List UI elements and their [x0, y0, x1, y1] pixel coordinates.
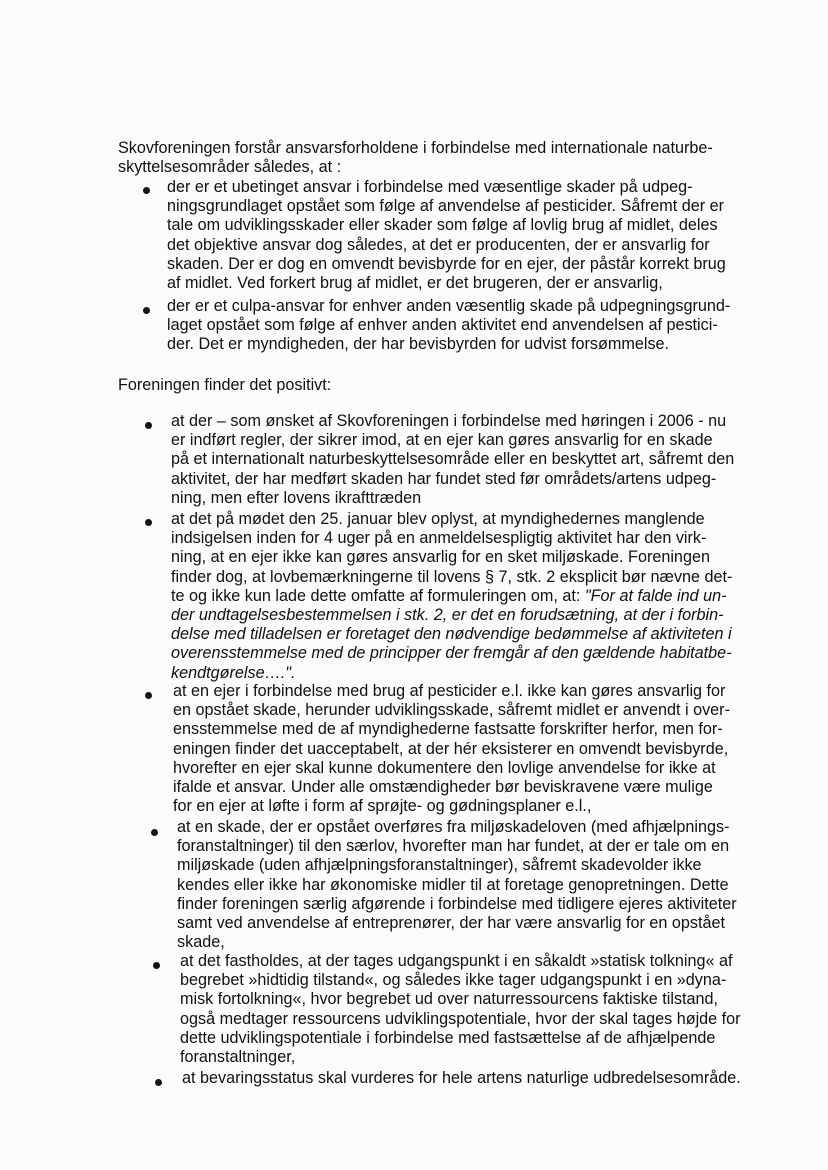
list-item-line: ensstemmelse med de af myndighederne fastsatte forskrifter herfor, men for- — [173, 720, 723, 739]
bullet-icon — [145, 692, 152, 699]
list-item-line: laget opstået som følge af enhver anden aktivitet end anvendelsen af pestici- — [167, 316, 718, 335]
list-item-line: dette udviklingspotentiale i forbindelse med fastsættelse af de afhjælpende — [180, 1028, 716, 1047]
positive-heading: Foreningen finder det positivt: — [118, 376, 332, 394]
list-item-line: er indført regler, der sikrer imod, at en ejer kan gøres ansvarlig for en skade — [171, 431, 713, 450]
list-item-line: aktivitet, der har medført skaden har fundet sted før områdets/artens udpeg- — [171, 469, 717, 488]
list-item-line: kendes eller ikke har økonomiske midler til at foretage genopretningen. Dette — [177, 875, 729, 894]
list-item-line: at det fastholdes, at der tages udgangspunkt i en såkaldt »statisk tolkning« af — [180, 952, 733, 970]
list-item-line: der er et ubetinget ansvar i forbindelse med væsentlige skader på udpeg- — [167, 178, 693, 196]
list-item-line: ifalde et ansvar. Under alle omstændigheder bør beviskravene være mulige — [173, 778, 713, 797]
list-item-line: foranstaltninger) til den særlov, hvorefter man har fundet, at der er tale om en — [177, 837, 730, 856]
bullet-icon — [143, 307, 150, 314]
list-item-line: at bevaringsstatus skal vurderes for hele artens naturlige udbredelsesområde. — [182, 1069, 741, 1087]
list-item-line: foranstaltninger, — [180, 1048, 296, 1067]
list-item-line: misk fortolkning«, hvor begrebet ud over naturressourcens faktiske tilstand, — [180, 990, 719, 1009]
quote-line: overensstemmelse med de principper der fremgår af den gældende habitatbe- — [171, 644, 732, 663]
quote-line: der undtagelsesbestemmelsen i stk. 2, er det en forudsætning, at der i forbin- — [171, 606, 724, 625]
list-item-line: at en ejer i forbindelse med brug af pesticider e.l. ikke kan gøres ansvarlig for — [173, 682, 726, 700]
list-item-line: ning, men efter lovens ikrafttræden — [171, 488, 422, 507]
bullet-icon — [145, 519, 152, 526]
list-item-line: samt ved anvendelse af entreprenører, der har være ansvarlig for en opstået — [177, 914, 725, 933]
bullet-icon — [145, 422, 152, 429]
list-item-line — [171, 587, 732, 606]
quote-text: "For at falde ind un- — [584, 586, 727, 605]
list-item-line: hvorefter en ejer skal kunne dokumentere den lovlige anvendelse for ikke at — [173, 758, 716, 777]
list-item-line: at det på mødet den 25. januar blev oplyst, at myndighedernes manglende — [171, 510, 705, 528]
list-item-line: at en skade, der er opstået overføres fra miljøskadeloven (med afhjælpnings- — [177, 818, 730, 836]
list-item-line: finder foreningen særlig afgørende i forbindelse med tidligere ejeres aktiviteter — [177, 894, 737, 913]
intro-line: skyttelsesområder således, at : — [118, 158, 342, 177]
list-item-line: begrebet »hidtidig tilstand«, og således ikke tager udgangspunkt i en »dyna- — [180, 971, 727, 990]
intro-line: Skovforeningen forstår ansvarsforholdene i forbindelse med internationale naturbe- — [118, 139, 713, 157]
list-item-line: det objektive ansvar dog således, at det er producenten, der er ansvarlig for — [167, 235, 710, 254]
bullet-icon — [153, 962, 160, 969]
list-item-line: ning, at en ejer ikke kan gøres ansvarlig for en sket miljøskade. Foreningen — [171, 548, 710, 567]
list-item-line: også medtager ressourcens udviklingspotentiale, hvor der skal tages højde for — [180, 1009, 741, 1028]
bullet-icon — [155, 1079, 162, 1086]
quote-line: kendtgørelse….". — [171, 663, 296, 682]
list-item-line: miljøskade (uden afhjælpningsforanstaltninger), såfremt skadevolder ikke — [177, 856, 702, 875]
list-item-line: der. Det er myndigheden, der har bevisbyrden for udvist forsømmelse. — [167, 335, 670, 354]
list-item-line-text: te og ikke kun lade dette omfatte af formuleringen om, at: — [171, 586, 585, 605]
quote-line: delse med tilladelsen er foretaget den nødvendige bedømmelse af aktiviteten i — [171, 625, 732, 644]
list-item-line: finder dog, at lovbemærkningerne til lovens § 7, stk. 2 eksplicit bør nævne det- — [171, 567, 733, 586]
list-item-line: for en ejer at løfte i form af sprøjte- og gødningsplaner e.l., — [173, 797, 592, 816]
list-item-line: af midlet. Ved forkert brug af midlet, er det brugeren, der er ansvarlig, — [167, 274, 663, 293]
bullet-icon — [143, 187, 150, 194]
list-item-line: der er et culpa-ansvar for enhver anden væsentlig skade på udpegningsgrund- — [167, 297, 731, 315]
list-item-line: tale om udviklingsskader eller skader som følge af lovlig brug af midlet, deles — [167, 216, 718, 235]
list-item-line: indsigelsen inden for 4 uger på en anmeldelsespligtig aktivitet har den virk- — [171, 529, 707, 548]
list-item-line: skaden. Der er dog en omvendt bevisbyrde for en ejer, der påstår korrekt brug — [167, 254, 726, 273]
list-item-line: på et internationalt naturbeskyttelsesområde eller en beskyttet art, såfremt den — [171, 450, 735, 469]
intro-paragraph — [118, 139, 713, 177]
list-item-line: ningsgrundlaget opstået som følge af anvendelse af pesticider. Såfremt der er — [167, 197, 724, 216]
bullet-icon — [151, 829, 158, 836]
list-item-line: skade, — [177, 933, 225, 952]
list-item-line: at der – som ønsket af Skovforeningen i forbindelse med høringen i 2006 - nu — [171, 412, 727, 430]
list-item-line: en opstået skade, herunder udviklingsskade, såfremt midlet er anvendt i over- — [173, 701, 730, 720]
list-item-line: eningen finder det uacceptabelt, at der hér eksisterer en omvendt bevisbyrde, — [173, 739, 729, 758]
